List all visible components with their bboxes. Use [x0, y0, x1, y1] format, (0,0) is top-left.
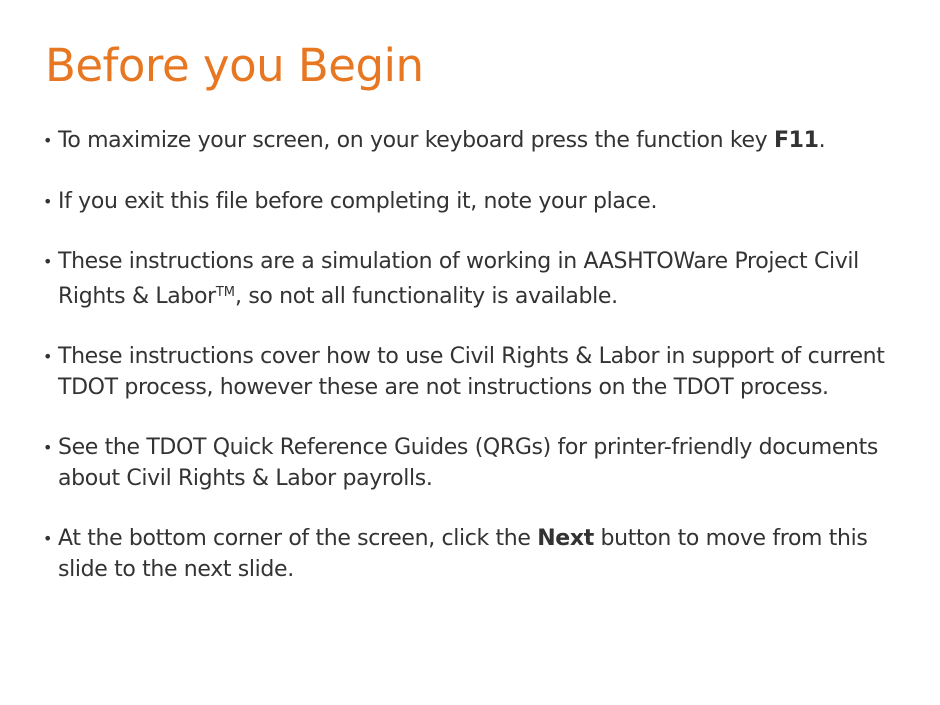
next-button-reference: Next — [537, 526, 594, 551]
list-item-text: These instructions cover how to use Civil Rights & Labor in support of current TDOT process, however these are not instructions on the TDOT process. — [58, 344, 885, 400]
list-item — [43, 524, 913, 585]
list-item — [43, 247, 913, 312]
keyboard-key-label: F11 — [773, 128, 819, 153]
list-item-text-end: . — [818, 128, 826, 153]
list-item-text: See the TDOT Quick Reference Guides (QRGs) for printer-friendly documents about Civil Rights & Labor payrolls. — [58, 435, 878, 491]
bullet-icon: • — [43, 529, 53, 548]
list-item-text: If you exit this file before completing it, note your place. — [58, 188, 658, 214]
bullet-icon: • — [43, 252, 53, 271]
bullet-icon: • — [43, 438, 53, 457]
list-item-text-end: , so not all functionality is available. — [235, 283, 618, 309]
list-item-text: To maximize your screen, on your keyboard press the function key — [58, 128, 774, 153]
list-item-text: At the bottom corner of the screen, click the — [58, 526, 538, 551]
list-item-text: These instructions are a simulation of working in AASHTOWare Project Civil Rights & Labor — [58, 249, 859, 309]
list-item-text-end: button to move from this slide to the next slide. — [58, 526, 868, 582]
list-item — [43, 126, 913, 157]
list-item — [43, 342, 913, 403]
slide-title: Before you Begin — [45, 39, 424, 92]
bullet-icon: • — [43, 131, 53, 150]
bullet-icon: • — [43, 347, 53, 366]
list-item — [43, 433, 913, 494]
list-item — [43, 187, 913, 218]
trademark-mark: TM — [215, 284, 236, 300]
instructions-list — [43, 126, 913, 615]
bullet-icon: • — [43, 191, 53, 211]
